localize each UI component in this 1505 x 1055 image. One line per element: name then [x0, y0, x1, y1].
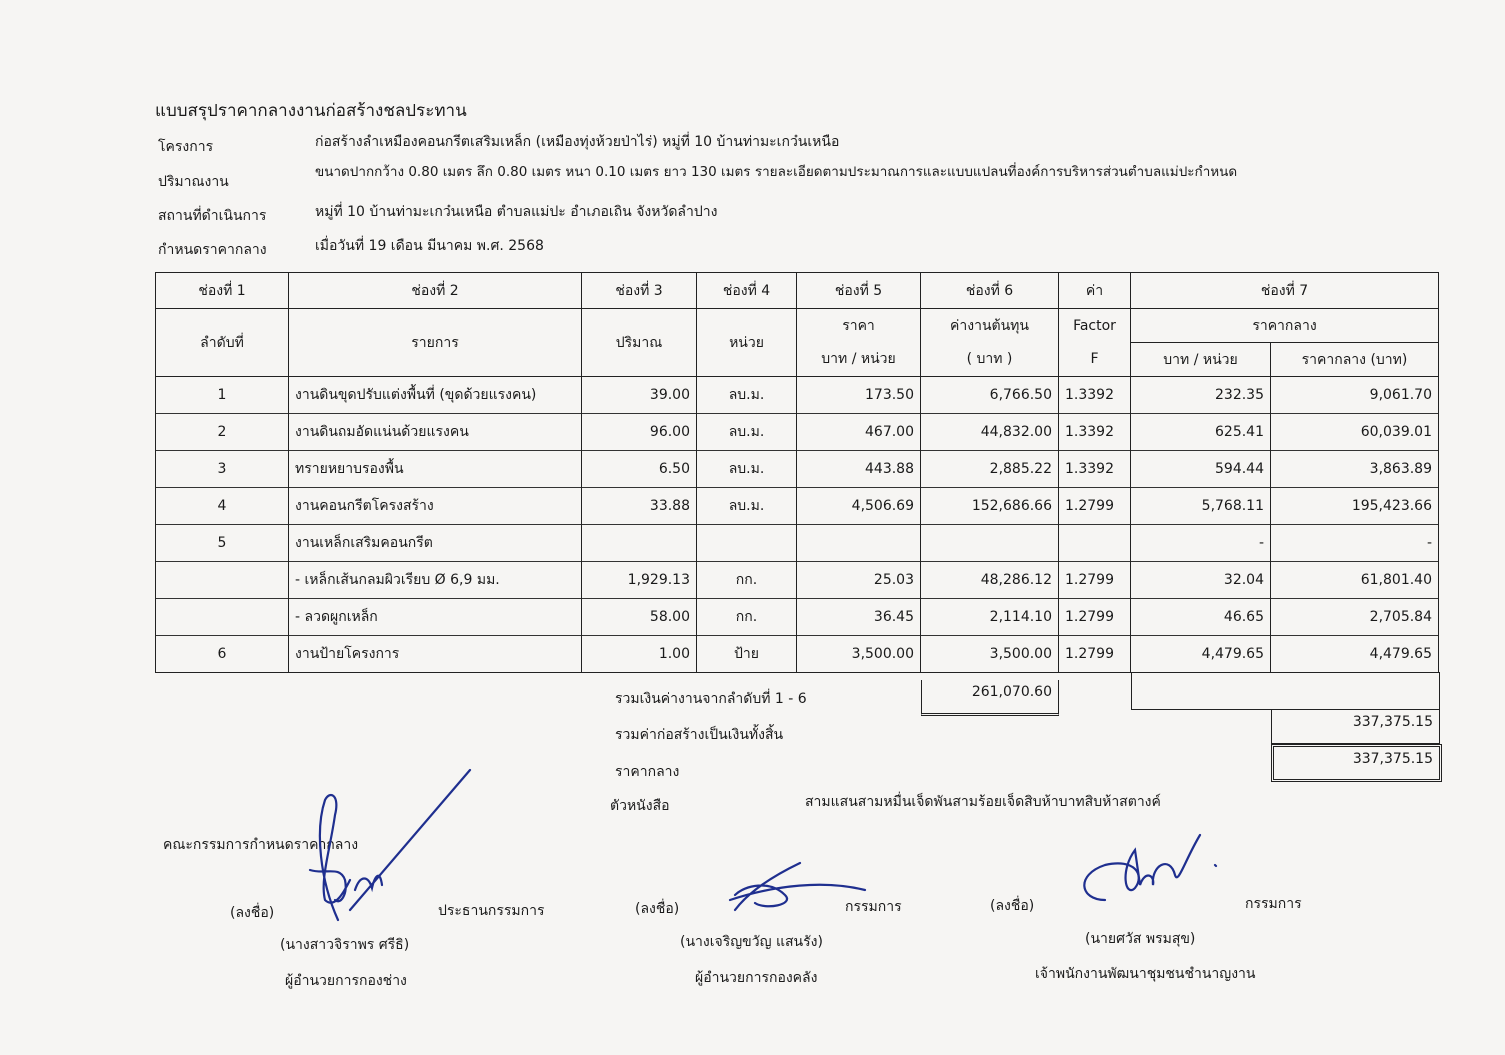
quantity-label: ปริมาณงาน [158, 174, 229, 190]
row-unit-median: 5,768.11 [1131, 488, 1271, 525]
median-unit-header: บาท / หน่วย [1131, 343, 1271, 377]
table-row [156, 525, 1439, 562]
row-item: งานเหล็กเสริมคอนกรีต [289, 525, 582, 562]
row-unit-median: 594.44 [1131, 451, 1271, 488]
row-unit: ลบ.ม. [697, 451, 797, 488]
row-unit: ลบ.ม. [697, 414, 797, 451]
sign-label-1: (ลงชื่อ) [230, 905, 275, 921]
row-unit-median: 46.65 [1131, 599, 1271, 636]
table-row [156, 599, 1439, 636]
words-value: สามแสนสามหมื่นเจ็ดพันสามร้อยเจ็ดสิบห้าบาทสิบห้าสตางค์ [805, 794, 1161, 810]
row-qty: 6.50 [582, 451, 697, 488]
row-price: 467.00 [797, 414, 921, 451]
total-label: รวมค่าก่อสร้างเป็นเงินทั้งสิ้น [615, 727, 784, 743]
signature-2 [725, 855, 870, 925]
row-unit-median: 232.35 [1131, 377, 1271, 414]
location-label: สถานที่ดำเนินการ [158, 208, 267, 224]
row-factor: 1.3392 [1059, 451, 1131, 488]
price-header-bottom: บาท / หน่วย [797, 343, 921, 377]
sign-label-3: (ลงชื่อ) [990, 898, 1035, 914]
median-total-header: ราคากลาง (บาท) [1271, 343, 1439, 377]
project-label: โครงการ [158, 139, 214, 155]
row-item: งานดินถมอัดแน่นด้วยแรงคน [289, 414, 582, 451]
factor-header-bottom: F [1059, 343, 1131, 377]
col-header-factor: ค่า [1059, 273, 1131, 309]
member-3-position: เจ้าพนักงานพัฒนาชุมชนชำนาญงาน [1035, 966, 1256, 982]
total-box-spacer [1131, 672, 1440, 710]
row-seq: 2 [156, 414, 289, 451]
row-cost: 2,114.10 [921, 599, 1059, 636]
member-1-position: ผู้อำนวยการกองช่าง [285, 973, 407, 989]
row-median: 3,863.89 [1271, 451, 1439, 488]
row-qty [582, 525, 697, 562]
table-row [156, 377, 1439, 414]
header-row-sub [156, 309, 1439, 343]
sum-label: รวมเงินค่างานจากลำดับที่ 1 - 6 [615, 691, 807, 707]
median-value: 337,375.15 [1271, 744, 1442, 782]
project-value: ก่อสร้างลำเหมืองคอนกรีตเสริมเหล็ก (เหมืองทุ่งห้วยป่าไร่) หมู่ที่ 10 บ้านท่ามะเกว๋นเหนือ [315, 134, 840, 150]
row-factor: 1.2799 [1059, 562, 1131, 599]
row-item: งานคอนกรีตโครงสร้าง [289, 488, 582, 525]
row-qty: 1.00 [582, 636, 697, 673]
col-header-7: ช่องที่ 7 [1131, 273, 1439, 309]
member-1-name: (นางสาวจิราพร ศรีธิ) [280, 937, 410, 953]
signature-1 [290, 770, 490, 940]
row-item: - ลวดผูกเหล็ก [289, 599, 582, 636]
row-price: 25.03 [797, 562, 921, 599]
row-cost: 152,686.66 [921, 488, 1059, 525]
row-median: - [1271, 525, 1439, 562]
price-header-top: ราคา [797, 309, 921, 343]
location-value: หมู่ที่ 10 บ้านท่ามะเกว๋นเหนือ ตำบลแม่ปะ อำเภอเถิน จังหวัดลำปาง [315, 204, 718, 220]
row-unit-median: 625.41 [1131, 414, 1271, 451]
row-seq: 3 [156, 451, 289, 488]
row-price: 36.45 [797, 599, 921, 636]
cost-header-bottom: ( บาท ) [921, 343, 1059, 377]
median-label: ราคากลาง [615, 764, 680, 780]
qty-header: ปริมาณ [582, 309, 697, 377]
row-factor [1059, 525, 1131, 562]
row-item: - เหล็กเส้นกลมผิวเรียบ Ø 6,9 มม. [289, 562, 582, 599]
row-cost: 3,500.00 [921, 636, 1059, 673]
member-2-position: ผู้อำนวยการกองคลัง [695, 970, 818, 986]
words-label: ตัวหนังสือ [610, 798, 670, 814]
signature-3 [1075, 830, 1225, 910]
row-price: 173.50 [797, 377, 921, 414]
factor-header-top: Factor [1059, 309, 1131, 343]
row-median: 4,479.65 [1271, 636, 1439, 673]
row-item: ทรายหยาบรองพื้น [289, 451, 582, 488]
row-price: 4,506.69 [797, 488, 921, 525]
row-factor: 1.3392 [1059, 377, 1131, 414]
row-qty: 39.00 [582, 377, 697, 414]
row-unit: ลบ.ม. [697, 377, 797, 414]
row-median: 61,801.40 [1271, 562, 1439, 599]
quantity-value: ขนาดปากกว้าง 0.80 เมตร ลึก 0.80 เมตร หนา 0.10 เมตร ยาว 130 เมตร รายละเอียดตามประมาณการและแบบแปลนที่องค์การบริหารส่วนตำบลแม่ปะกำหนด [315, 164, 1238, 180]
document-title: แบบสรุปราคากลางงานก่อสร้างชลประทาน [155, 101, 467, 121]
row-cost [921, 525, 1059, 562]
member-3-role: กรรมการ [1245, 896, 1302, 912]
committee-title: คณะกรรมการกำหนดราคากลาง [163, 837, 359, 853]
row-price: 3,500.00 [797, 636, 921, 673]
col-header-1: ช่องที่ 1 [156, 273, 289, 309]
row-seq: 6 [156, 636, 289, 673]
row-seq [156, 599, 289, 636]
row-factor: 1.2799 [1059, 599, 1131, 636]
member-1-role: ประธานกรรมการ [438, 903, 545, 919]
row-factor: 1.3392 [1059, 414, 1131, 451]
row-median: 195,423.66 [1271, 488, 1439, 525]
row-price [797, 525, 921, 562]
cost-header-top: ค่างานต้นทุน [921, 309, 1059, 343]
table-row [156, 636, 1439, 673]
row-median: 2,705.84 [1271, 599, 1439, 636]
row-cost: 2,885.22 [921, 451, 1059, 488]
row-qty: 33.88 [582, 488, 697, 525]
row-qty: 96.00 [582, 414, 697, 451]
table-row [156, 562, 1439, 599]
row-unit: ป้าย [697, 636, 797, 673]
row-factor: 1.2799 [1059, 488, 1131, 525]
row-seq [156, 562, 289, 599]
row-seq: 4 [156, 488, 289, 525]
row-cost: 44,832.00 [921, 414, 1059, 451]
row-item: งานดินขุดปรับแต่งพื้นที่ (ขุดด้วยแรงคน) [289, 377, 582, 414]
row-item: งานป้ายโครงการ [289, 636, 582, 673]
col-header-4: ช่องที่ 4 [697, 273, 797, 309]
row-qty: 58.00 [582, 599, 697, 636]
total-value: 337,375.15 [1271, 710, 1440, 744]
header-row-columns [156, 273, 1439, 309]
item-header: รายการ [289, 309, 582, 377]
row-price: 443.88 [797, 451, 921, 488]
median-header-top: ราคากลาง [1131, 309, 1439, 343]
price-table [155, 272, 1439, 673]
table-row [156, 488, 1439, 525]
col-header-6: ช่องที่ 6 [921, 273, 1059, 309]
col-header-2: ช่องที่ 2 [289, 273, 582, 309]
member-2-name: (นางเจริญขวัญ แสนรัง) [680, 934, 823, 950]
row-unit: กก. [697, 562, 797, 599]
row-seq: 5 [156, 525, 289, 562]
row-seq: 1 [156, 377, 289, 414]
sum-value: 261,070.60 [921, 680, 1059, 716]
table-row [156, 451, 1439, 488]
col-header-5: ช่องที่ 5 [797, 273, 921, 309]
row-unit-median: 32.04 [1131, 562, 1271, 599]
date-value: เมื่อวันที่ 19 เดือน มีนาคม พ.ศ. 2568 [315, 238, 544, 254]
row-cost: 48,286.12 [921, 562, 1059, 599]
row-unit: กก. [697, 599, 797, 636]
member-2-role: กรรมการ [845, 899, 902, 915]
row-median: 9,061.70 [1271, 377, 1439, 414]
row-unit [697, 525, 797, 562]
seq-header: ลำดับที่ [156, 309, 289, 377]
row-unit-median: 4,479.65 [1131, 636, 1271, 673]
unit-header: หน่วย [697, 309, 797, 377]
row-qty: 1,929.13 [582, 562, 697, 599]
date-label: กำหนดราคากลาง [158, 242, 267, 258]
table-body [156, 377, 1439, 673]
row-unit: ลบ.ม. [697, 488, 797, 525]
row-factor: 1.2799 [1059, 636, 1131, 673]
row-cost: 6,766.50 [921, 377, 1059, 414]
row-median: 60,039.01 [1271, 414, 1439, 451]
table-row [156, 414, 1439, 451]
row-unit-median: - [1131, 525, 1271, 562]
col-header-3: ช่องที่ 3 [582, 273, 697, 309]
sign-label-2: (ลงชื่อ) [635, 901, 680, 917]
member-3-name: (นายศวัส พรมสุข) [1085, 931, 1196, 947]
